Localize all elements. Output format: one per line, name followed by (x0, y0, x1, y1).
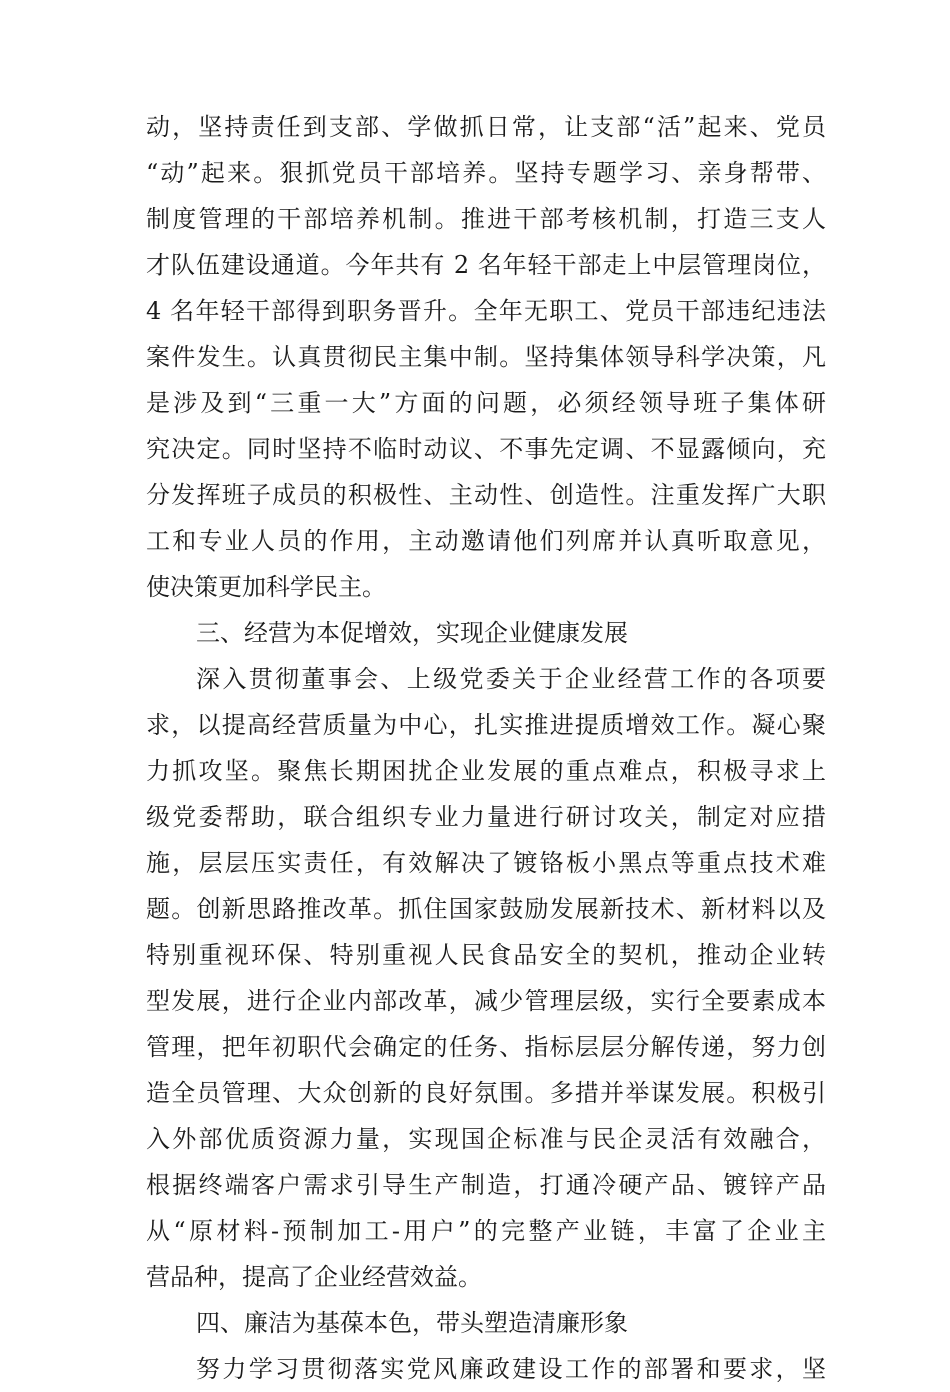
document-body (146, 104, 826, 1392)
text-line: 动，坚持责任到支部、学做抓日常，让支部“活”起来、党员 (146, 113, 826, 141)
text-line: 入外部优质资源力量，实现国企标准与民企灵活有效融合， (146, 1125, 826, 1153)
text-line: 工和专业人员的作用，主动邀请他们列席并认真听取意见， (146, 527, 826, 555)
text-line: 求，以提高经营质量为中心，扎实推进提质增效工作。凝心聚 (146, 711, 826, 739)
text-line: 型发展，进行企业内部改革，减少管理层级，实行全要素成本 (146, 987, 826, 1015)
text-line: 造全员管理、大众创新的良好氛围。多措并举谋发展。积极引 (146, 1079, 826, 1107)
text-line: 根据终端客户需求引导生产制造，打通冷硬产品、镀锌产品 (146, 1171, 826, 1199)
text-line: 管理，把年初职代会确定的任务、指标层层分解传递，努力创 (146, 1033, 826, 1061)
text-line: 才队伍建设通道。今年共有 2 名年轻干部走上中层管理岗位， (146, 251, 826, 279)
text-line: 努力学习贯彻落实党风廉政建设工作的部署和要求，坚 (196, 1355, 826, 1383)
text-line: 制度管理的干部培养机制。推进干部考核机制，打造三支人 (146, 205, 826, 233)
text-line: 使决策更加科学民主。 (146, 573, 386, 601)
text-line: 施，层层压实责任，有效解决了镀铬板小黑点等重点技术难 (146, 849, 826, 877)
text-line: 4 名年轻干部得到职务晋升。全年无职工、党员干部违纪违法 (146, 297, 826, 325)
text-line: 从“原材料-预制加工-用户”的完整产业链，丰富了企业主 (146, 1217, 826, 1245)
text-line: 特别重视环保、特别重视人民食品安全的契机，推动企业转 (146, 941, 826, 969)
text-line: 深入贯彻董事会、上级党委关于企业经营工作的各项要 (196, 665, 826, 693)
text-line: 级党委帮助，联合组织专业力量进行研讨攻关，制定对应措 (146, 803, 826, 831)
section-heading-3: 三、经营为本促增效，实现企业健康发展 (196, 619, 628, 647)
text-line: 题。创新思路推改革。抓住国家鼓励发展新技术、新材料以及 (146, 895, 826, 923)
text-line: 力抓攻坚。聚焦长期困扰企业发展的重点难点，积极寻求上 (146, 757, 826, 785)
text-line: 营品种，提高了企业经营效益。 (146, 1263, 482, 1291)
text-line: 案件发生。认真贯彻民主集中制。坚持集体领导科学决策，凡 (146, 343, 826, 371)
section-heading-4: 四、廉洁为基葆本色，带头塑造清廉形象 (196, 1309, 628, 1337)
text-line: “动”起来。狠抓党员干部培养。坚持专题学习、亲身帮带、 (146, 159, 826, 187)
text-line: 是涉及到“三重一大”方面的问题，必须经领导班子集体研 (146, 389, 826, 417)
text-line: 究决定。同时坚持不临时动议、不事先定调、不显露倾向，充 (146, 435, 826, 463)
text-line: 分发挥班子成员的积极性、主动性、创造性。注重发挥广大职 (146, 481, 826, 509)
